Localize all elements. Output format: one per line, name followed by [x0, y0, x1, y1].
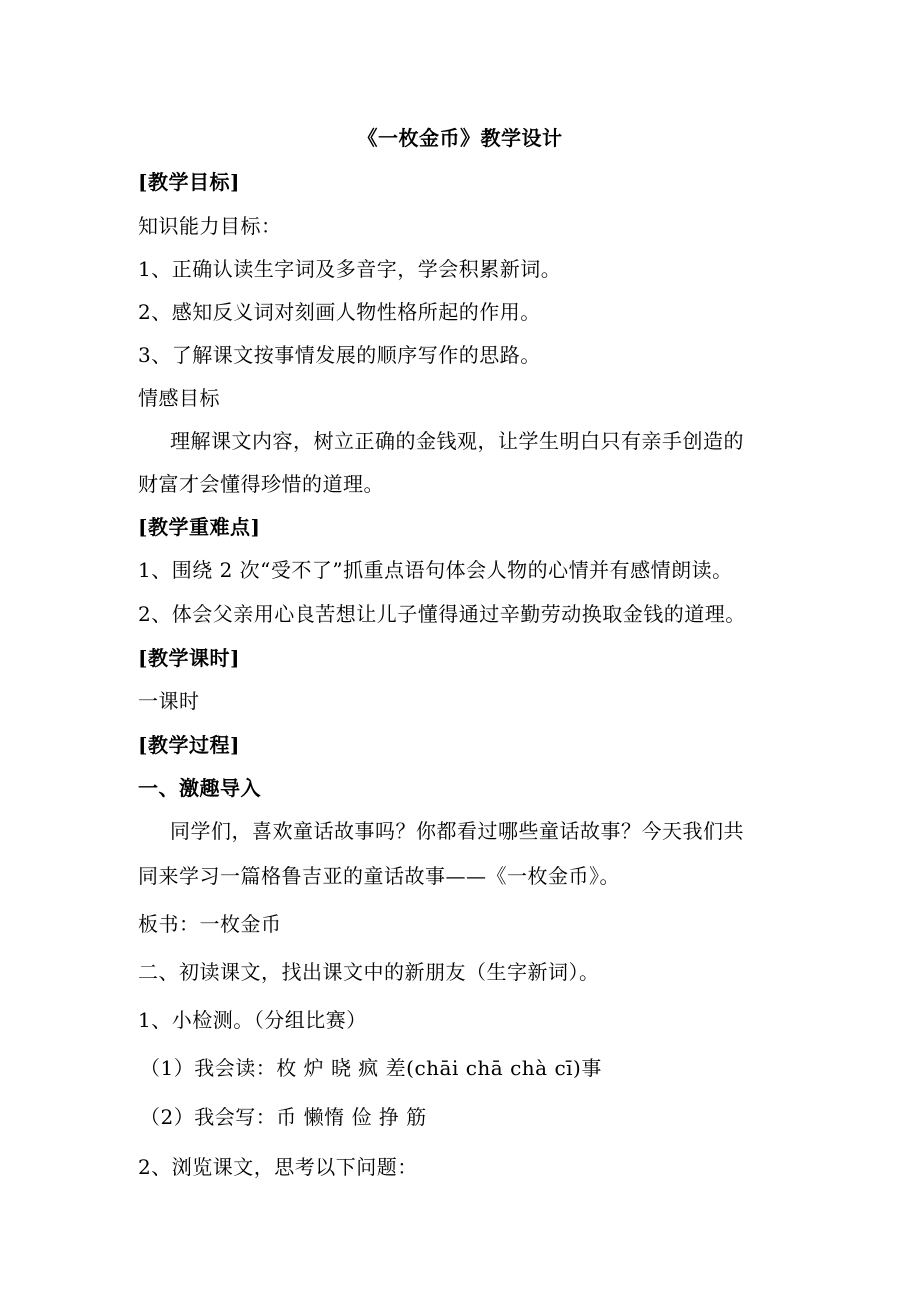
keypoints-item: 2、体会父亲用心良苦想让儿子懂得通过辛勤劳动换取金钱的道理。	[138, 602, 746, 626]
step2-heading: 二、初读课文，找出课文中的新朋友（生字新词）。	[138, 960, 600, 984]
step2-write-line: （2）我会写：币 懒惰 俭 挣 筋	[140, 1105, 427, 1129]
hours-heading: [教学课时]	[138, 646, 240, 670]
objectives-heading: [教学目标]	[138, 170, 240, 194]
step1-paragraph-line: 同来学习一篇格鲁吉亚的童话故事——《一枚金币》。	[138, 864, 620, 888]
step1-heading: 一、激趣导入	[138, 776, 261, 800]
step2-item: 2、浏览课文，思考以下问题：	[138, 1155, 418, 1179]
step2-item: 1、小检测。（分组比赛）	[138, 1008, 367, 1032]
emotion-paragraph-line: 理解课文内容，树立正确的金钱观，让学生明白只有亲手创造的	[170, 429, 744, 453]
knowledge-item: 2、感知反义词对刻画人物性格所起的作用。	[138, 300, 541, 324]
document-title: 《一枚金币》教学设计	[357, 126, 563, 150]
hours-text: 一课时	[138, 689, 200, 713]
keypoints-item: 1、围绕 2 次“受不了”抓重点语句体会人物的心情并有感情朗读。	[138, 558, 733, 582]
knowledge-heading: 知识能力目标：	[138, 214, 282, 238]
board-text: 板书：一枚金币	[138, 912, 282, 936]
keypoints-heading: [教学重难点]	[138, 515, 261, 539]
knowledge-item: 3、了解课文按事情发展的顺序写作的思路。	[138, 343, 541, 367]
step1-paragraph-line: 同学们，喜欢童话故事吗？你都看过哪些童话故事？今天我们共	[170, 819, 744, 843]
emotion-paragraph-line: 财富才会懂得珍惜的道理。	[138, 472, 384, 496]
process-heading: [教学过程]	[138, 733, 240, 757]
step2-read-line: （1）我会读：枚 炉 晓 疯 差(chāi chā chà cī)事	[140, 1056, 602, 1080]
emotion-heading: 情感目标	[138, 386, 220, 410]
knowledge-item: 1、正确认读生字词及多音字，学会积累新词。	[138, 257, 562, 281]
